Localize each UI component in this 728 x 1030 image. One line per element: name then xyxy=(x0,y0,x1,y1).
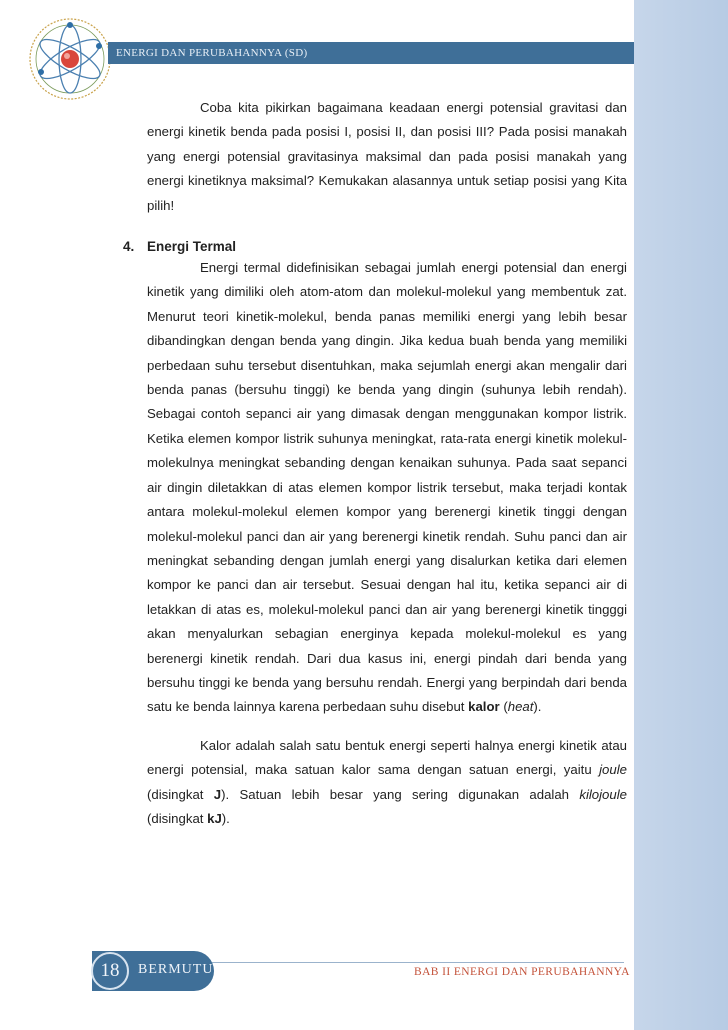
page-number: 18 xyxy=(91,952,129,990)
term-kalor: kalor xyxy=(468,699,500,715)
side-band xyxy=(634,0,728,1030)
symbol-j: J xyxy=(213,786,222,802)
page-content xyxy=(115,96,627,831)
para2-text-c: ). Satuan lebih besar yang sering digunakan adalah xyxy=(221,786,580,802)
para2-text: Kalor adalah salah satu bentuk energi seperti halnya energi kinetik atau energi potensial, maka satuan kalor sama dengan satuan energi, yaitu xyxy=(147,737,627,778)
footer-rule xyxy=(212,962,624,963)
running-header: ENERGI DAN PERUBAHANNYA (SD) xyxy=(108,42,634,64)
atom-logo-icon xyxy=(27,16,113,102)
section-title: Energi Termal xyxy=(147,239,237,255)
symbol-kj: kJ xyxy=(207,810,222,826)
para2-text-e: ). xyxy=(221,810,230,826)
para1-text-c: ). xyxy=(533,699,542,715)
footer-brand: BERMUTU xyxy=(138,962,214,977)
term-joule: joule xyxy=(599,762,627,778)
term-heat: heat xyxy=(507,699,534,715)
body-paragraph-2 xyxy=(115,734,627,832)
para2-text-b: (disingkat xyxy=(147,786,214,802)
section-number: 4. xyxy=(123,239,135,255)
footer-chapter-title: BAB II ENERGI DAN PERUBAHANNYA xyxy=(414,966,630,978)
para2-text-d: (disingkat xyxy=(147,810,208,826)
para1-text: Energi termal didefinisikan sebagai jumlah energi potensial dan energi kinetik yang dimiliki oleh atom-atom dan molekul-molekul yang membentuk zat. Menurut teori kinetik-molekul, benda panas memiliki energi yang lebih besar dibandingkan dengan benda yang dingin. Jika kedua buah benda yang memiliki perbedaan suhu tersebut disentuhkan, maka sejumlah energi akan mengalir dari benda panas (bersuhu tinggi) ke benda yang dingin (suhunya lebih rendah). Sebagai contoh sepanci air yang dimasak dengan menggunakan kompor listrik. Ketika elemen kompor listrik suhunya meningkat, rata-rata energi kinetik molekul-molekulnya meningkat sebanding dengan kenaikan suhunya. Pada saat sepanci air dingin diletakkan di atas elemen kompor listrik tersebut, maka terjadi kontak antara molekul-molekul elemen kompor yang berenergi kinetik tinggi dengan molekul-molekul panci dan air yang berenergi kinetik rendah. Suhu panci dan air meningkat sebanding dengan jumlah energi yang disalurkan ketika dari elemen kompor ke panci dan air tersebut. Sesuai dengan hal itu, ketika sepanci air di letakkan di atas es, molekul-molekul panci dan air yang berenergi kinetik tingggi akan menyalurkan sebagian energinya kepada molekul-molekul es yang berenergi kinetik rendah. Dari dua kasus ini, energi pindah dari benda yang bersuhu tinggi ke benda yang bersuhu rendah. Energi yang berpindah dari benda satu ke benda lainnya karena perbedaan suhu disebut xyxy=(147,260,627,715)
intro-paragraph-text: Coba kita pikirkan bagaimana keadaan energi potensial gravitasi dan energi kinetik benda pada posisi I, posisi II, dan posisi III? Pada posisi manakah yang energi potensial gravitasinya maksimal dan pada posisi manakah yang energi kinetiknya maksimal? Kemukakan alasannya untuk setiap posisi yang Kita pilih! xyxy=(147,100,627,213)
body-paragraph-1 xyxy=(115,256,627,720)
intro-paragraph xyxy=(115,96,627,218)
para1-text-b: ( xyxy=(499,699,508,715)
section-heading xyxy=(115,238,627,256)
term-kilojoule: kilojoule xyxy=(579,786,627,802)
